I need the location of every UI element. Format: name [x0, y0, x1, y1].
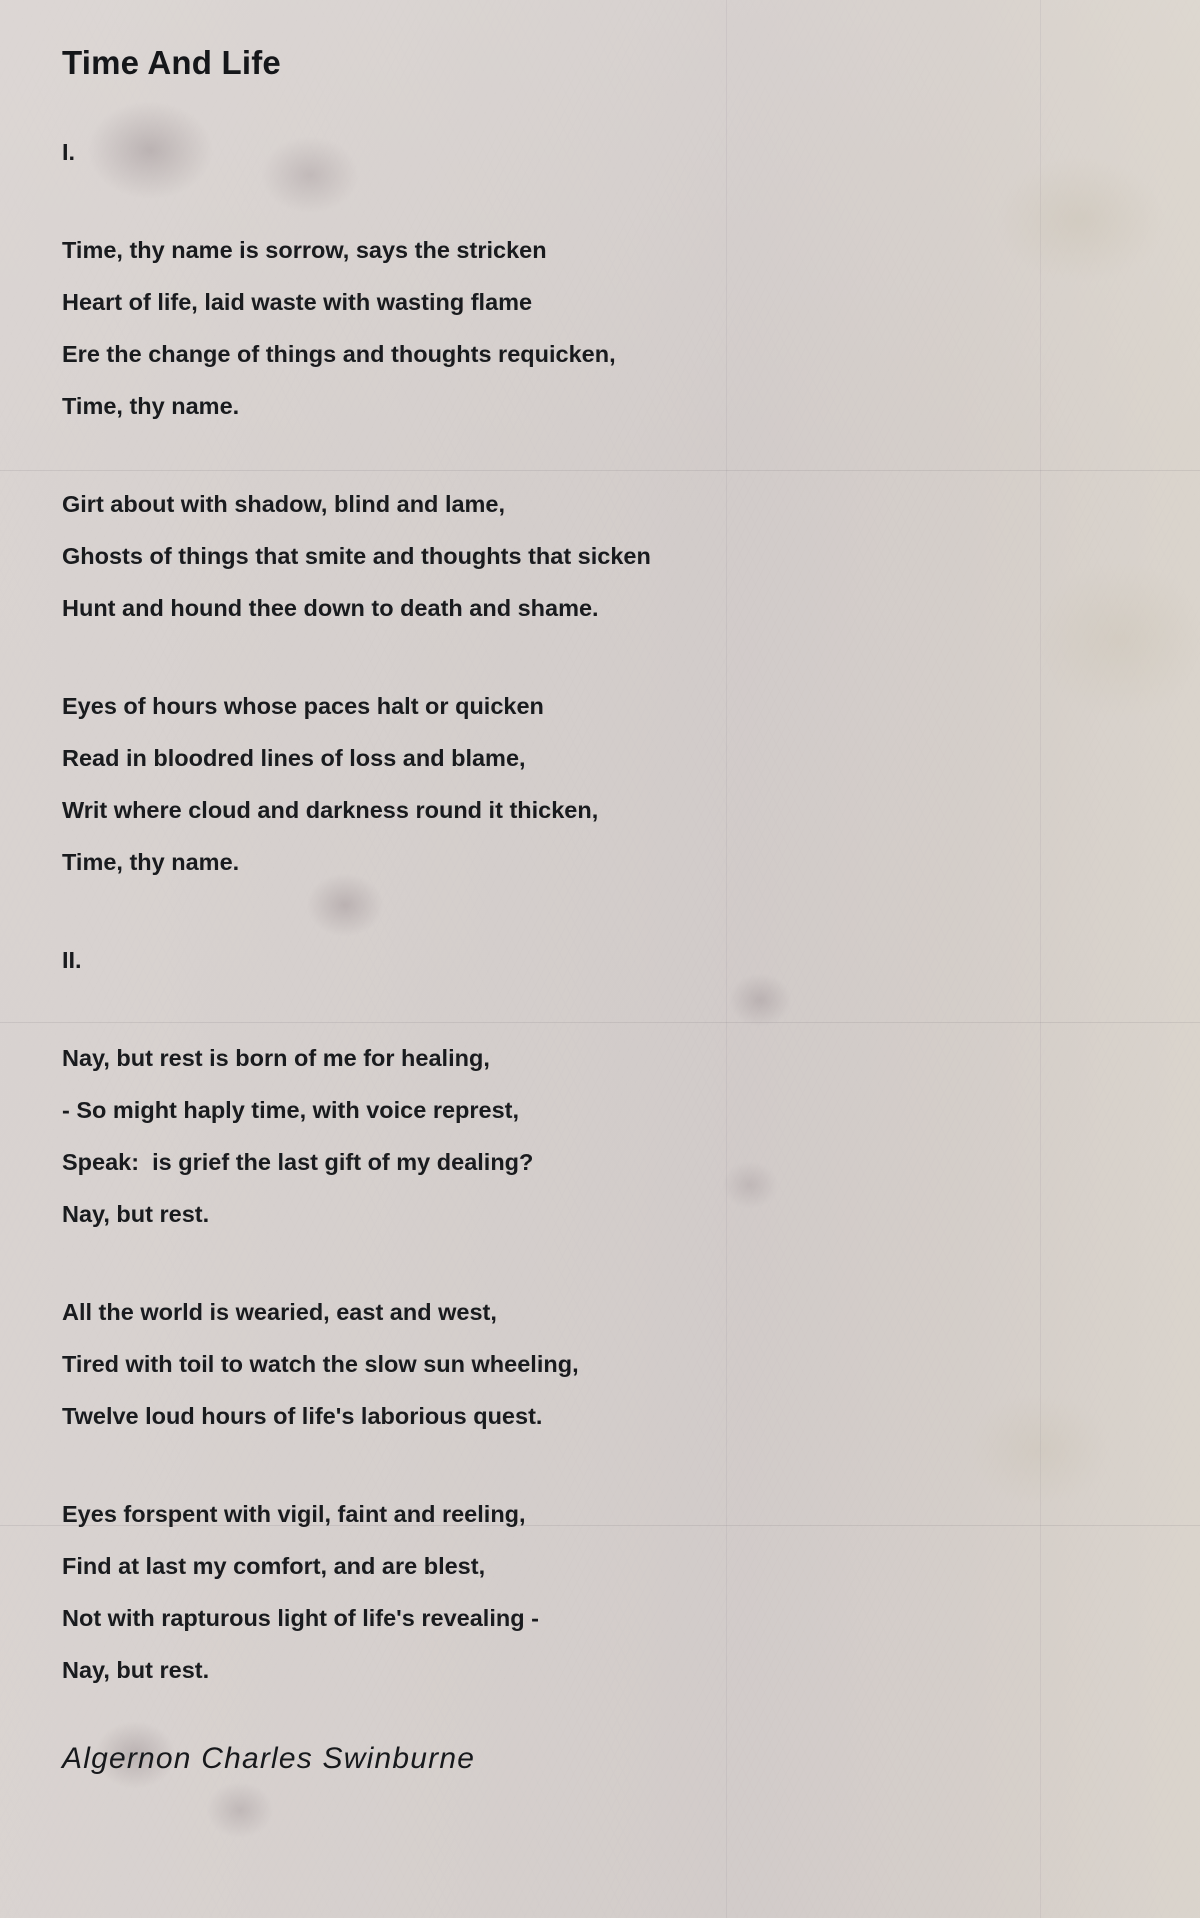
stanza [62, 224, 1140, 432]
stanza [62, 478, 1140, 634]
poem-line: Nay, but rest. [62, 1657, 210, 1683]
poem-line: Time, thy name is sorrow, says the stricken [62, 237, 547, 263]
stanza [62, 680, 1140, 888]
poem-line: Find at last my comfort, and are blest, [62, 1553, 486, 1579]
author-name: Algernon Charles Swinburne [62, 1742, 476, 1775]
poem-line: Time, thy name. [62, 849, 240, 875]
poem-line: Not with rapturous light of life's revealing - [62, 1605, 539, 1631]
stanza [62, 1488, 1140, 1696]
poem-line: Ghosts of things that smite and thoughts that sicken [62, 543, 651, 569]
poem-line: Hunt and hound thee down to death and shame. [62, 595, 599, 621]
poem-line: Speak: is grief the last gift of my dealing? [62, 1149, 534, 1175]
poem-line: Nay, but rest is born of me for healing, [62, 1045, 490, 1071]
stanza [62, 1286, 1140, 1442]
poem-line: Girt about with shadow, blind and lame, [62, 491, 506, 517]
page-title: Time And Life [62, 44, 281, 81]
section-number: II. [62, 947, 82, 973]
poem-line: Time, thy name. [62, 393, 240, 419]
poem-line: - So might haply time, with voice represt, [62, 1097, 520, 1123]
poem-line: Eyes of hours whose paces halt or quicken [62, 693, 544, 719]
poem-line: Nay, but rest. [62, 1201, 210, 1227]
section-number: I. [62, 139, 76, 165]
poem-line: Eyes forspent with vigil, faint and reeling, [62, 1501, 526, 1527]
poem-line: Ere the change of things and thoughts requicken, [62, 341, 616, 367]
poem-line: Read in bloodred lines of loss and blame, [62, 745, 526, 771]
poem-line: Twelve loud hours of life's laborious quest. [62, 1403, 543, 1429]
poem-line: All the world is wearied, east and west, [62, 1299, 497, 1325]
poem-line: Writ where cloud and darkness round it thicken, [62, 797, 599, 823]
poem-line: Tired with toil to watch the slow sun wheeling, [62, 1351, 579, 1377]
stanza [62, 1032, 1140, 1240]
poem-line: Heart of life, laid waste with wasting flame [62, 289, 533, 315]
